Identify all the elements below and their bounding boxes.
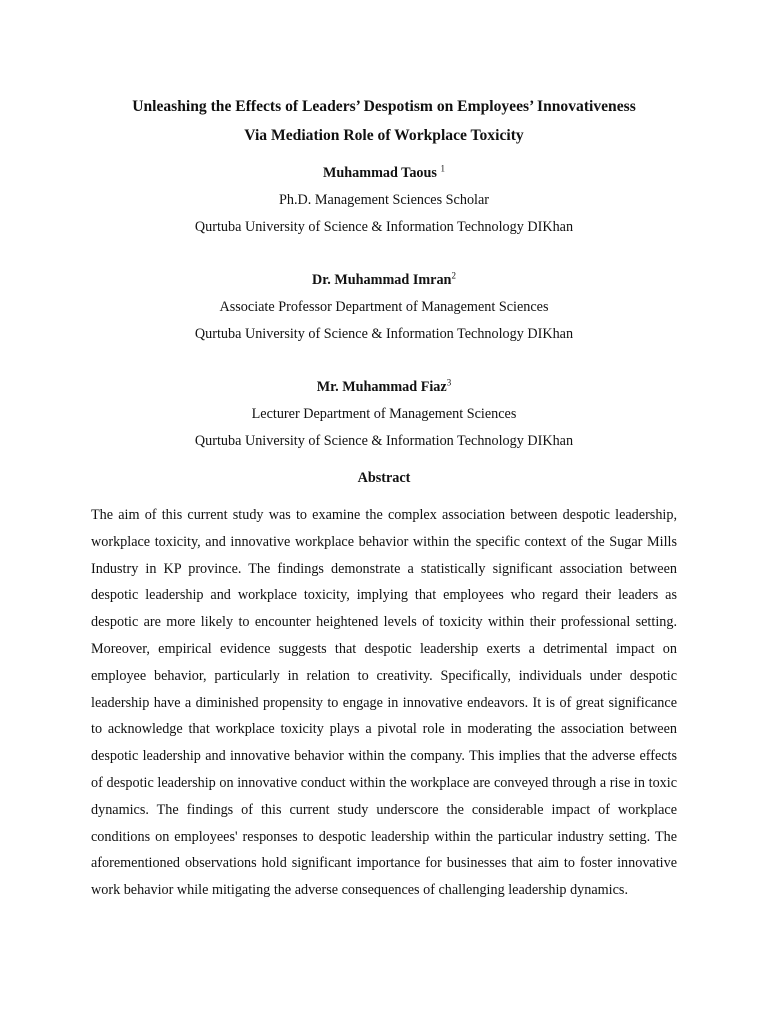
author-name-text: Dr. Muhammad Imran: [312, 272, 452, 288]
author-block-2: [91, 267, 677, 348]
author-name-text: Muhammad Taous: [323, 165, 441, 181]
abstract-body: The aim of this current study was to examine the complex association between despotic leadership, workplace toxicity, and innovative workplace behavior within the specific context of the Sugar Mills Industry in KP province. The findings demonstrate a statistically significant association between despotic leadership and workplace toxicity, implying that employees who regard their leaders as despotic are more likely to encounter heightened levels of toxicity within their professional setting. Moreover, empirical evidence suggests that despotic leadership exerts a detrimental impact on employee behavior, particularly in relation to creativity. Specifically, individuals under despotic leadership have a diminished propensity to engage in innovative endeavors. It is of great significance to acknowledge that workplace toxicity plays a pivotal role in moderating the association between despotic leadership and innovative behavior within the company. This implies that the adverse effects of despotic leadership on innovative conduct within the workplace are conveyed through a rise in toxic dynamics. The findings of this current study underscore the considerable impact of workplace conditions on employees' responses to despotic leadership within the particular industry setting. The aforementioned observations hold significant importance for businesses that aim to foster innovative work behavior while mitigating the adverse consequences of challenging leadership dynamics.: [91, 507, 677, 899]
author-position: Lecturer Department of Management Sciences: [251, 406, 517, 422]
abstract-heading: Abstract: [357, 470, 411, 486]
title-line-1: Unleashing the Effects of Leaders’ Despotism on Employees’ Innovativeness: [132, 98, 636, 115]
author-name: [91, 160, 677, 187]
author-institution: Qurtuba University of Science & Information Technology DIKhan: [194, 326, 574, 342]
paper-title: [91, 92, 677, 150]
author-name: [91, 267, 677, 294]
author-position: Ph.D. Management Sciences Scholar: [279, 192, 489, 208]
author-affiliation-mark: 1: [440, 163, 445, 174]
author-affiliation-mark: 2: [451, 270, 456, 281]
author-institution: Qurtuba University of Science & Information Technology DIKhan: [194, 219, 574, 235]
author-block-3: [91, 374, 677, 455]
title-line-2: Via Mediation Role of Workplace Toxicity: [244, 127, 524, 144]
author-institution: Qurtuba University of Science & Information Technology DIKhan: [194, 433, 574, 449]
author-name-text: Mr. Muhammad Fiaz: [316, 379, 447, 395]
author-affiliation-mark: 3: [446, 377, 452, 388]
author-position: Associate Professor Department of Management Sciences: [219, 299, 549, 315]
author-name: [91, 374, 677, 401]
author-block-1: [91, 160, 677, 241]
